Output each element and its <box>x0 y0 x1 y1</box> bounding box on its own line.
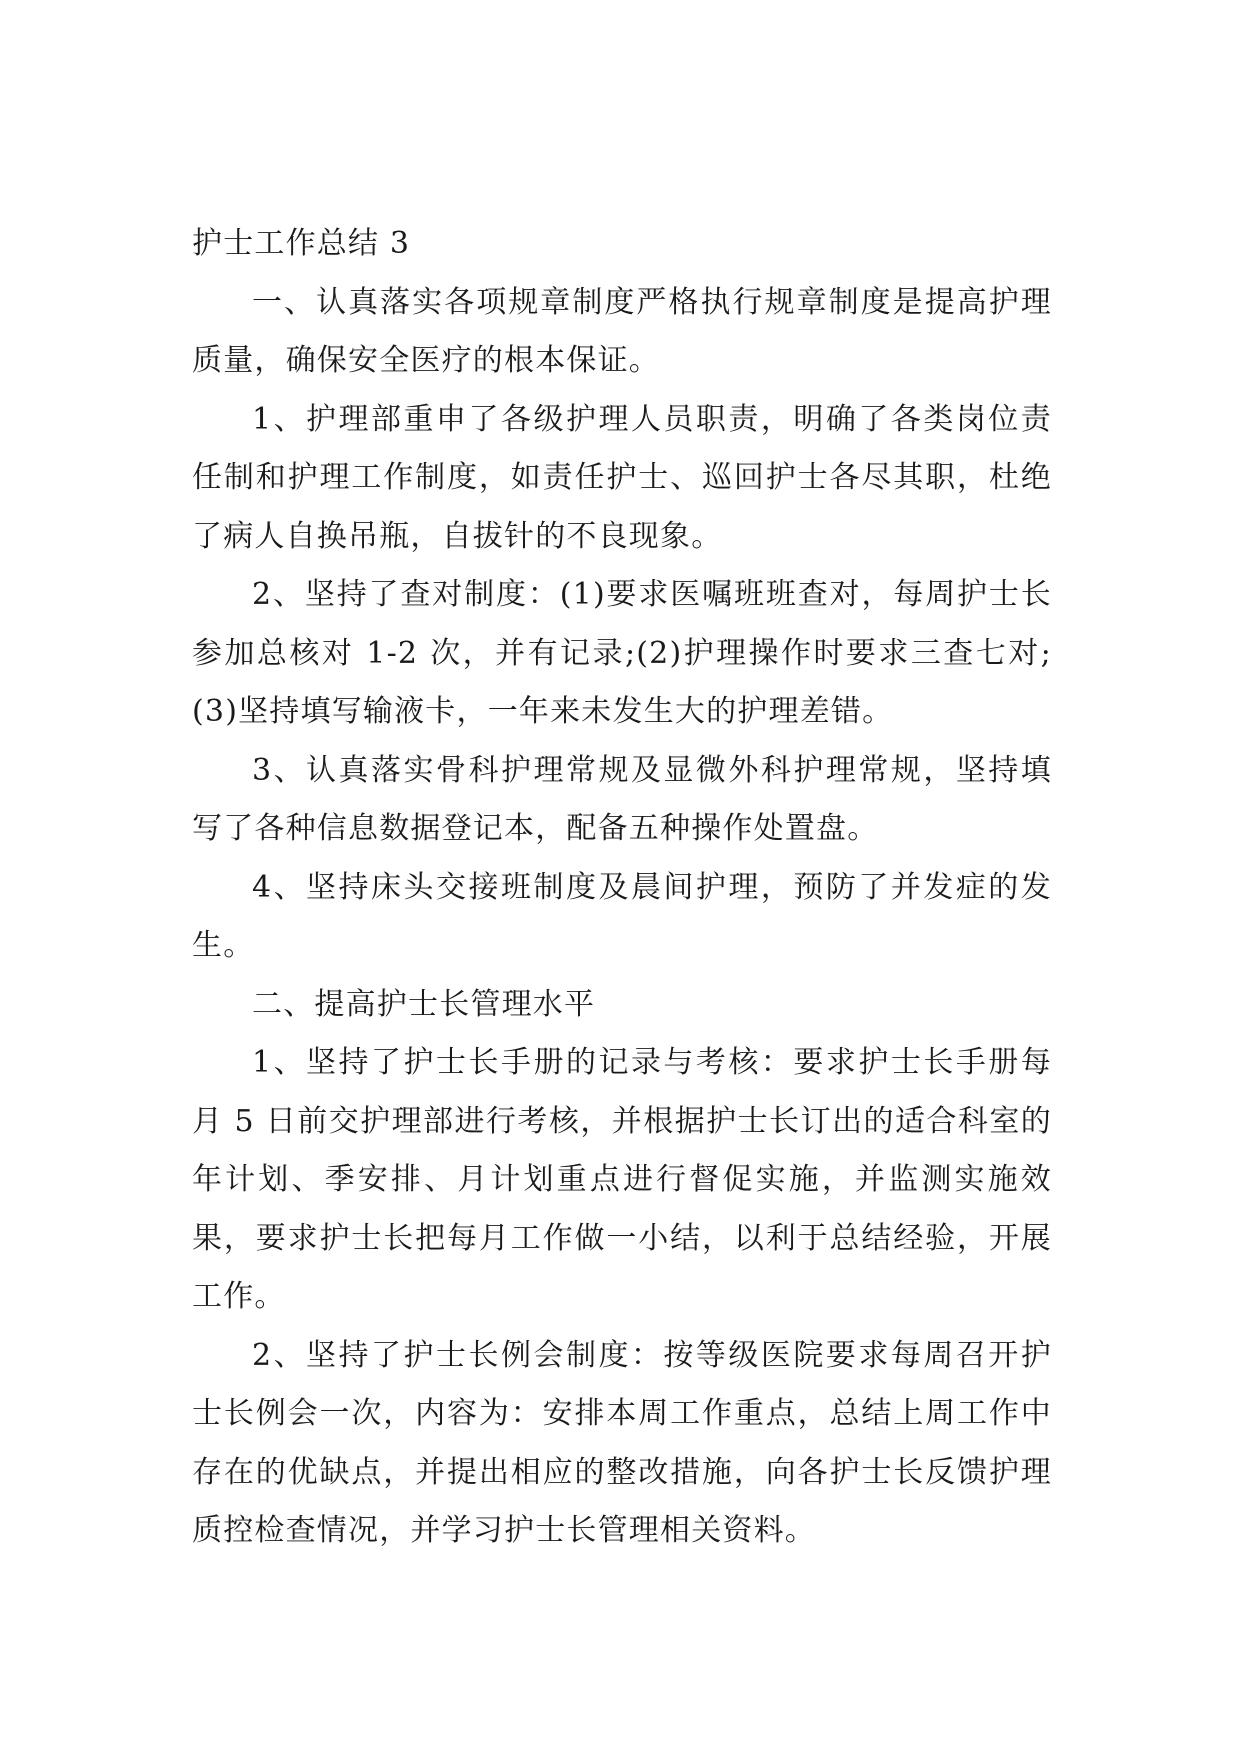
paragraph-3: 2、坚持了查对制度：(1)要求医嘱班班查对，每周护士长参加总核对 1-2 次，并有记录;(2)护理操作时要求三查七对;(3)坚持填写输液卡，一年来未发生大的护理差错。 <box>192 577 1052 729</box>
paragraph-2: 1、护理部重申了各级护理人员职责，明确了各类岗位责任制和护理工作制度，如责任护士、巡回护士各尽其职，杜绝了病人自换吊瓶，自拔针的不良现象。 <box>192 401 1052 554</box>
paragraph-1: 一、认真落实各项规章制度严格执行规章制度是提高护理质量，确保安全医疗的根本保证。 <box>192 284 1052 378</box>
paragraph-7: 1、坚持了护士长手册的记录与考核：要求护士长手册每月 5 日前交护理部进行考核，并根据护士长订出的适合科室的年计划、季安排、月计划重点进行督促实施，并监测实施效果，要求护士长把每月工作做一小结，以利于总结经验，开展工作。 <box>192 1045 1052 1314</box>
paragraph-5: 4、坚持床头交接班制度及晨间护理，预防了并发症的发生。 <box>192 869 1052 963</box>
paragraph-4: 3、认真落实骨科护理常规及显微外科护理常规，坚持填写了各种信息数据登记本，配备五种操作处置盘。 <box>192 752 1052 846</box>
document-page <box>192 215 1052 1561</box>
document-title: 护士工作总结 3 <box>192 226 411 261</box>
paragraph-8: 2、坚持了护士长例会制度：按等级医院要求每周召开护士长例会一次，内容为：安排本周工作重点，总结上周工作中存在的优缺点，并提出相应的整改措施，向各护士长反馈护理质控检查情况，并学习护士长管理相关资料。 <box>192 1337 1052 1548</box>
section-heading-2: 二、提高护士长管理水平 <box>252 986 596 1022</box>
